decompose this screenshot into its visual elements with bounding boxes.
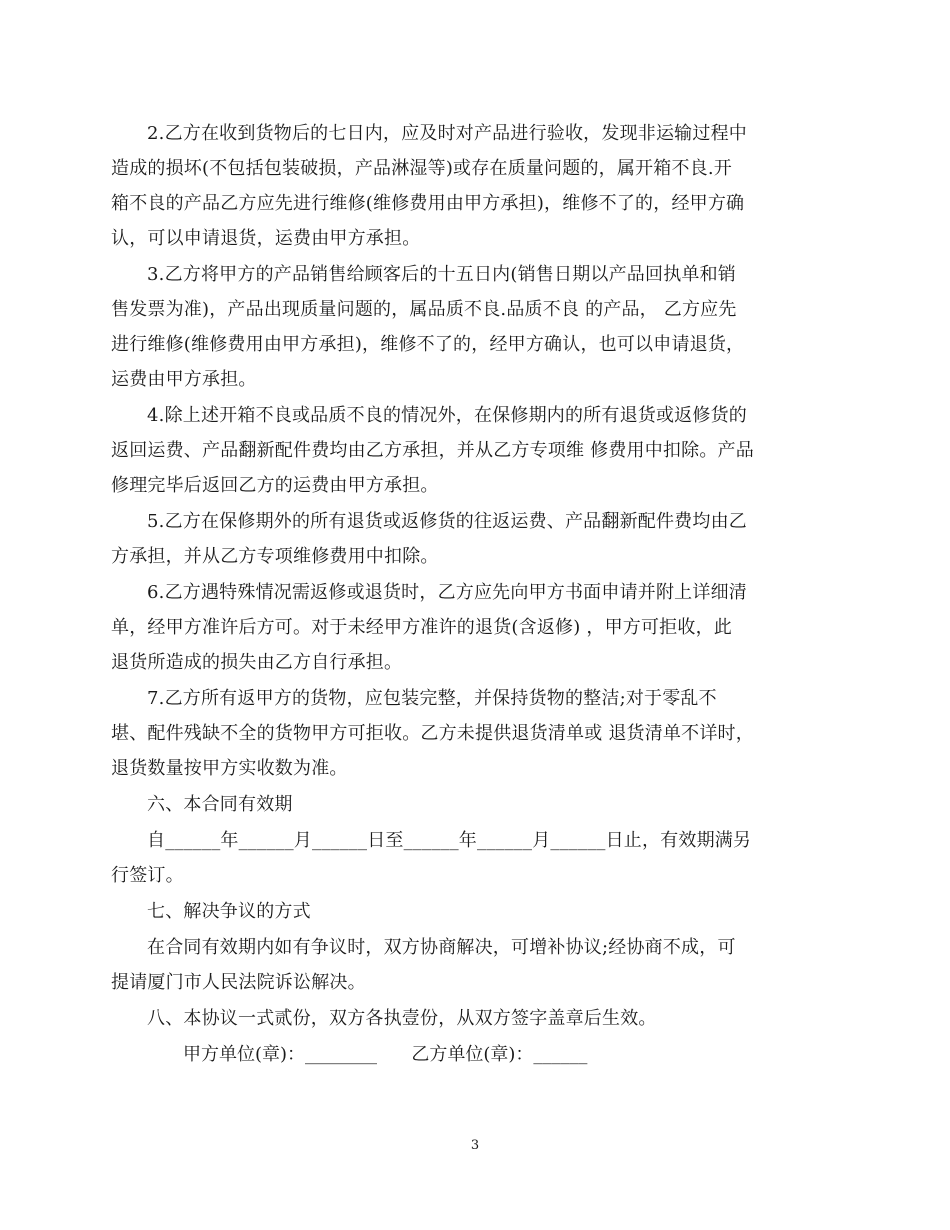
text-line: 堪、配件残缺不全的货物甲方可拒收。乙方未提供退货清单或 退货清单不详时， <box>111 723 754 744</box>
text-line: 认，可以申请退货，运费由甲方承担。 <box>111 228 421 249</box>
text-line: 6.乙方遇特殊情况需返修或退货时，乙方应先向甲方书面申请并附上详细清 <box>147 582 747 603</box>
page-number: 3 <box>470 1138 480 1153</box>
section-6-heading <box>147 787 807 822</box>
section-8-paragraph <box>147 1001 807 1036</box>
text-line: 退货数量按甲方实收数为准。 <box>111 758 348 779</box>
clause-6-paragraph <box>111 575 807 680</box>
text-line: 七、解决争议的方式 <box>147 901 311 922</box>
text-line: 3.乙方将甲方的产品销售给顾客后的十五日内(销售日期以产品回执单和销 <box>147 264 736 285</box>
clause-4-paragraph <box>111 398 807 503</box>
text-line: 六、本合同有效期 <box>147 794 293 815</box>
text-line: 自______年______月______日至______年______月______日止，有效期满另 <box>147 830 752 851</box>
text-line: 箱不良的产品乙方应先进行维修(维修费用由甲方承担)，维修不了的，经甲方确 <box>111 193 745 214</box>
text-line: 7.乙方所有返甲方的货物，应包装完整，并保持货物的整洁;对于零乱不 <box>147 688 717 709</box>
text-line: 修理完毕后返回乙方的运费由甲方承担。 <box>111 475 439 496</box>
text-line: 单，经甲方准许后方可。对于未经甲方准许的退货(含返修) ，甲方可拒收，此 <box>111 617 732 638</box>
clause-3-paragraph <box>111 257 807 397</box>
text-line: 进行维修(维修费用由甲方承担)，维修不了的，经甲方确认，也可以申请退货， <box>111 334 745 355</box>
section-7-heading <box>147 894 807 929</box>
clause-5-paragraph <box>111 504 807 574</box>
text-line: 返回运费、产品翻新配件费均由乙方承担，并从乙方专项维 修费用中扣除。产品 <box>111 440 754 461</box>
text-line: 5.乙方在保修期外的所有退货或返修货的往返运费、产品翻新配件费均由乙 <box>147 511 747 532</box>
signature-line: 甲方单位(章)：________ 乙方单位(章)：______ <box>183 1044 588 1065</box>
clause-2-paragraph <box>111 116 807 256</box>
text-line: 在合同有效期内如有争议时，双方协商解决，可增补协议;经协商不成，可 <box>147 937 736 958</box>
text-line: 提请厦门市人民法院诉讼解决。 <box>111 972 366 993</box>
text-line: 方承担，并从乙方专项维修费用中扣除。 <box>111 546 439 567</box>
text-line: 退货所造成的损失由乙方自行承担。 <box>111 652 403 673</box>
text-line: 2.乙方在收到货物后的七日内，应及时对产品进行验收，发现非运输过程中 <box>147 123 747 144</box>
document-body <box>111 116 807 1072</box>
dispute-resolution-paragraph <box>111 930 807 1000</box>
text-line: 售发票为准)，产品出现质量问题的，属品质不良.品质不良 的产品， 乙方应先 <box>111 299 737 320</box>
text-line: 4.除上述开箱不良或品质不良的情况外，在保修期内的所有退货或返修货的 <box>147 405 747 426</box>
validity-period-paragraph <box>111 823 807 893</box>
text-line: 行签订。 <box>111 865 184 886</box>
text-line: 八、本协议一式贰份，双方各执壹份，从双方签字盖章后生效。 <box>147 1008 657 1029</box>
text-line: 造成的损坏(不包括包装破损，产品淋湿等)或存在质量问题的，属开箱不良.开 <box>111 158 732 179</box>
clause-7-paragraph <box>111 681 807 786</box>
text-line: 运费由甲方承担。 <box>111 369 257 390</box>
